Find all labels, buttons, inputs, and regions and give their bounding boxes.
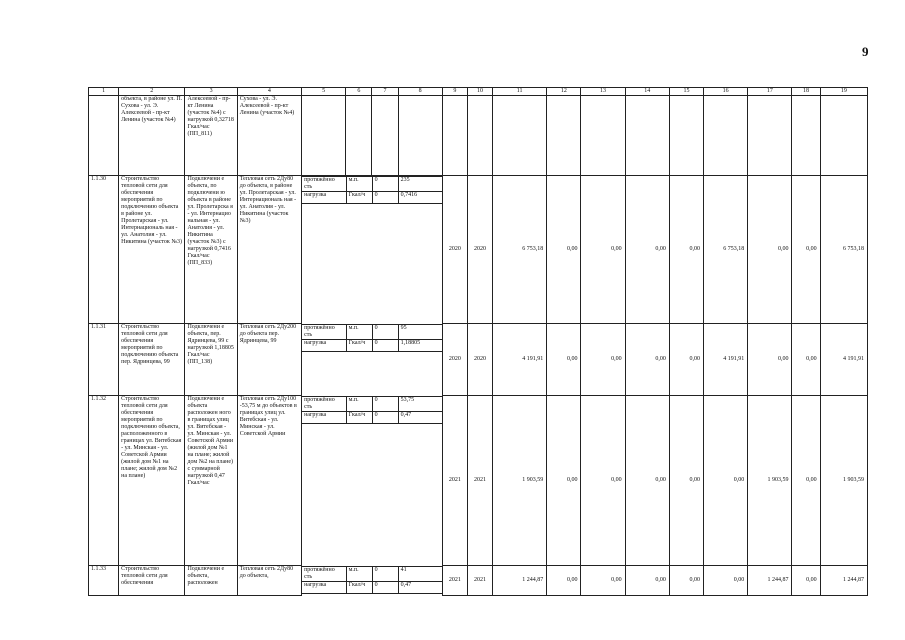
start-year-cell: 2021	[442, 396, 467, 566]
params-table	[302, 396, 442, 424]
param-after: 1,18805	[398, 339, 442, 351]
value-cell: 6 753,18	[493, 176, 547, 324]
param-name: нагрузка	[302, 581, 346, 593]
param-before: 0	[372, 192, 398, 204]
col-header: 17	[748, 88, 792, 96]
purpose-cell: Подключени е объекта расположен ного в границах улиц ул. Витебская - ул. Минская - ул. Советской Армии (жилой дом №1 на плане; жилой дом №2 на плане) с суммарной нагрузкой 0,47 Гкал/час	[185, 396, 237, 566]
value-cell: 0,00	[792, 324, 820, 396]
value-cell: 4 191,91	[820, 324, 867, 396]
row-id-cell: 1.1.33	[89, 566, 119, 596]
value-cell: 1 244,87	[748, 566, 792, 596]
value-cell: 1 903,59	[820, 396, 867, 566]
start-year-cell: 2020	[442, 176, 467, 324]
value-cell: 0,00	[581, 566, 625, 596]
param-before: 0	[372, 581, 398, 593]
params-table	[302, 176, 442, 204]
param-unit: м.п.	[346, 396, 372, 411]
params-table	[302, 566, 442, 594]
col-header: 10	[467, 88, 492, 96]
value-cell: 0,00	[792, 566, 820, 596]
param-name: протяжённо сть	[302, 324, 346, 339]
location-cell: Тепловая сеть 2Ду200 до объекта пер. Ядринцева, 99	[237, 324, 301, 396]
value-cell: 0,00	[581, 176, 625, 324]
value-cell: 0,00	[792, 176, 820, 324]
param-name: протяжённо сть	[302, 566, 346, 581]
value-cell: 0,00	[547, 396, 581, 566]
table-row	[89, 176, 868, 324]
page-number: 9	[862, 44, 869, 59]
end-year-cell: 2020	[467, 324, 492, 396]
param-after: 95	[398, 324, 442, 339]
start-year-cell: 2020	[442, 324, 467, 396]
investment-table	[88, 87, 868, 596]
col-header: 1	[89, 88, 119, 96]
value-cell: 4 191,91	[493, 324, 547, 396]
param-before: 0	[372, 324, 398, 339]
value-cell: 1 244,87	[493, 566, 547, 596]
param-row	[302, 396, 442, 411]
value-cell: 0,00	[704, 396, 748, 566]
value-cell: 0,00	[547, 176, 581, 324]
param-unit: Гкал/ч	[346, 339, 372, 351]
col-header: 13	[581, 88, 625, 96]
col-header: 12	[547, 88, 581, 96]
param-name: протяжённо сть	[302, 177, 346, 192]
param-after: 235	[398, 177, 442, 192]
value-cell: 0,00	[704, 566, 748, 596]
param-after: 0,47	[398, 581, 442, 593]
value-cell: 0,00	[625, 566, 669, 596]
param-row	[302, 192, 442, 204]
value-cell: 0,00	[748, 176, 792, 324]
value-cell: 0,00	[547, 324, 581, 396]
col-header: 14	[625, 88, 669, 96]
col-header: 9	[442, 88, 467, 96]
row-id-cell: 1.1.31	[89, 324, 119, 396]
purpose-cell: Подключени е объекта, расположен	[185, 566, 237, 596]
param-after: 0,7416	[398, 192, 442, 204]
param-after: 0,47	[398, 411, 442, 423]
location-cell: Сухова - ул. Э. Алексеевой - пр-кт Ленина (участок №4)	[237, 96, 301, 176]
object-name-cell: Строительство тепловой сети для обеспечения мероприятий по подключению объекта в районе ул. Пролетарская - ул. Интернациональ ная - ул. Анатолия - ул. Никитина (участок №3)	[119, 176, 185, 324]
param-after: 53,75	[398, 396, 442, 411]
object-name-cell: Строительство тепловой сети для обеспечения мероприятий по подключению объекта пер. Ядринцева, 99	[119, 324, 185, 396]
value-cell: 0,00	[748, 324, 792, 396]
param-before: 0	[372, 177, 398, 192]
continuation-row	[89, 96, 868, 176]
col-header: 3	[185, 88, 237, 96]
value-cell: 0,00	[792, 396, 820, 566]
value-cell: 0,00	[625, 324, 669, 396]
value-cell: 6 753,18	[820, 176, 867, 324]
value-cell: 0,00	[581, 324, 625, 396]
param-after: 41	[398, 566, 442, 581]
value-cell: 4 191,91	[704, 324, 748, 396]
row-id-cell: 1.1.30	[89, 176, 119, 324]
param-before: 0	[372, 411, 398, 423]
end-year-cell: 2021	[467, 396, 492, 566]
param-row	[302, 339, 442, 351]
table-row	[89, 324, 868, 396]
param-unit: м.п.	[346, 566, 372, 581]
params-cell	[302, 324, 443, 396]
param-unit: м.п.	[346, 324, 372, 339]
value-cell: 1 903,59	[748, 396, 792, 566]
row-id-cell: 1.1.32	[89, 396, 119, 566]
param-unit: Гкал/ч	[346, 581, 372, 593]
col-header: 4	[237, 88, 301, 96]
location-cell: Тепловая сеть 2Ду80 до объекта,	[237, 566, 301, 596]
param-name: протяжённо сть	[302, 396, 346, 411]
param-row	[302, 566, 442, 581]
value-cell: 0,00	[547, 566, 581, 596]
object-name-cell: Строительство тепловой сети для обеспечения мероприятий по подключению объекта, расположенного в границах ул. Витебская - ул. Минская - ул. Советской Армии (жилой дом №1 на плане; жилой дом №2 на плане)	[119, 396, 185, 566]
location-cell: Тепловая сеть 2Ду80 до объекта, в районе ул. Пролетарская - ул. Интернациональ ная - ул. Анатолия - ул. Никитина (участок №3)	[237, 176, 301, 324]
col-header: 5	[302, 88, 346, 96]
param-row	[302, 177, 442, 192]
end-year-cell: 2021	[467, 566, 492, 596]
param-row	[302, 581, 442, 593]
value-cell: 6 753,18	[704, 176, 748, 324]
value-cell: 0,00	[625, 176, 669, 324]
col-header: 7	[372, 88, 398, 96]
header-row	[89, 88, 868, 96]
value-cell: 1 903,59	[493, 396, 547, 566]
param-row	[302, 411, 442, 423]
param-unit: Гкал/ч	[346, 411, 372, 423]
param-unit: м.п.	[346, 177, 372, 192]
purpose-cell: Подключени е объекта, по подключени ю объекта в районе ул. Пролетарска я - ул. Интернацио нальная - ул. Анатолия - ул. Никитина (участок №3) с нагрузкой 0,7416 Гкал/час (ПП_833)	[185, 176, 237, 324]
end-year-cell: 2020	[467, 176, 492, 324]
value-cell: 0,00	[669, 324, 703, 396]
col-header: 16	[704, 88, 748, 96]
col-header: 19	[820, 88, 867, 96]
value-cell: 1 244,87	[820, 566, 867, 596]
col-header: 11	[493, 88, 547, 96]
table-row	[89, 396, 868, 566]
param-before: 0	[372, 339, 398, 351]
col-header: 18	[792, 88, 820, 96]
col-header: 6	[346, 88, 372, 96]
object-name-cell: объекта, в районе ул. П. Сухова - ул. Э. Алексеевой - пр-кт Ленина (участок №4)	[119, 96, 185, 176]
params-cell	[302, 566, 443, 596]
param-row	[302, 324, 442, 339]
start-year-cell: 2021	[442, 566, 467, 596]
value-cell: 0,00	[669, 566, 703, 596]
value-cell: 0,00	[669, 176, 703, 324]
purpose-cell: Алексеевой - пр-кт Ленина (участок №4) с нагрузкой 0,32718 Гкал/час (ПП_811)	[185, 96, 237, 176]
object-name-cell: Строительство тепловой сети для обеспечения	[119, 566, 185, 596]
value-cell: 0,00	[581, 396, 625, 566]
param-unit: Гкал/ч	[346, 192, 372, 204]
col-header: 15	[669, 88, 703, 96]
col-header: 2	[119, 88, 185, 96]
params-table	[302, 324, 442, 352]
params-cell	[302, 176, 443, 324]
table-row	[89, 566, 868, 596]
param-name: нагрузка	[302, 192, 346, 204]
purpose-cell: Подключени е объекта, пер. Ядринцева, 99 с нагрузкой 1,18805 Гкал/час (ПП_138)	[185, 324, 237, 396]
params-cell	[302, 396, 443, 566]
value-cell: 0,00	[625, 396, 669, 566]
param-before: 0	[372, 566, 398, 581]
location-cell: Тепловая сеть 2Ду100 -53,75 м до объектов в границах улиц ул. Витебская - ул. Минская - ул. Советской Армии	[237, 396, 301, 566]
param-name: нагрузка	[302, 411, 346, 423]
param-name: нагрузка	[302, 339, 346, 351]
param-before: 0	[372, 396, 398, 411]
col-header: 8	[398, 88, 442, 96]
value-cell: 0,00	[669, 396, 703, 566]
